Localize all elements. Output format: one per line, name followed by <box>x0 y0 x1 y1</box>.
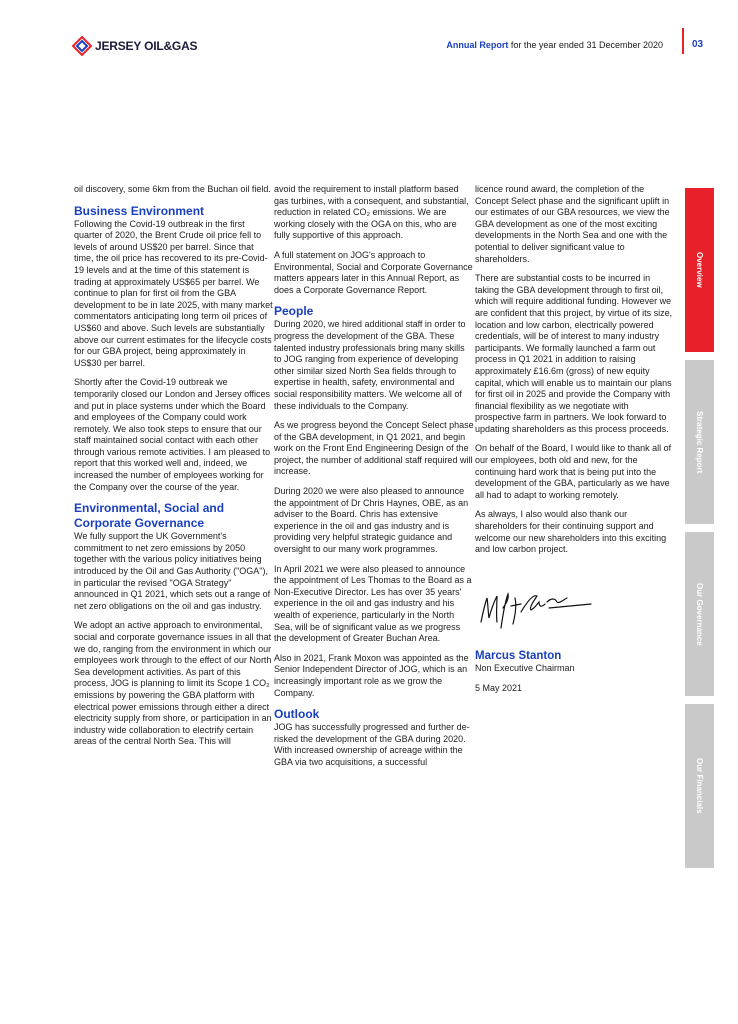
tab-strategic-report[interactable] <box>685 360 714 524</box>
section-heading-esg: Environmental, Social and Corporate Governance <box>74 501 225 531</box>
paragraph: As we progress beyond the Concept Select phase of the GBA development, in Q1 2021, and begin work on the Front End Engineering Design of the project, the number of additional staff required will increase. <box>274 420 474 477</box>
paragraph: Shortly after the Covid-19 outbreak we temporarily closed our London and Jersey offices and put in place systems under which the Board and employees of the Company could work remotely. We also took steps to ensure that our staff maintained social contact with each other through various remote activities. I am pleased to report that this worked well and, indeed, we increased the number of employees working for the Company over the course of the year. <box>74 377 271 492</box>
page-number: 03 <box>692 39 704 50</box>
tab-label: Our Governance <box>695 582 704 646</box>
report-title-rest: for the year ended 31 December 2020 <box>508 40 663 50</box>
section-heading-people: People <box>274 304 314 319</box>
text-column-1 <box>74 184 274 756</box>
paragraph: During 2020, we hired additional staff in order to progress the development of the GBA. These talented industry professionals bring many skills to JOG ranging from experience of developing other similar sized North Sea fields through to expertise in health, safety, environmental and social responsibility matters. We welcome all of these individuals to the Company. <box>274 319 466 411</box>
tab-our-financials[interactable] <box>685 704 714 868</box>
paragraph: We adopt an active approach to environmental, social and corporate governance issues in all that we do, ranging from the environment in which our employees work through to the effect of our North Sea development activities. As part of this process, JOG is planning to limit its Scope 1 CO₂ emissions by powering the GBA platform with electrical power emissions through either a direct electricity supply from shore, or participation in an industry wide collaboration to electrify certain areas of the central North Sea. This will <box>74 620 272 747</box>
paragraph: Also in 2021, Frank Moxon was appointed as the Senior Independent Director of JOG, which is an increasingly important role as we grow the Company. <box>274 652 469 698</box>
paragraph: On behalf of the Board, I would like to thank all of our employees, both old and new, for the continuing hard work that is being put into the development of the GBA, particularly as we have all had to adapt to working remotely. <box>475 443 672 500</box>
tab-our-governance[interactable] <box>685 532 714 696</box>
logo-text: JERSEY OIL&GAS <box>95 39 198 53</box>
paragraph: Following the Covid-19 outbreak in the first quarter of 2020, the Brent Crude oil price fell to levels of around US$20 per barrel. Since that time, the oil price has recovered to its pre-Covid-19 levels and at the time of this statement is trading at approximately US$65 per barrel. We continue to plan for first oil from the GBA development to be in late 2025, with many market commentators anticipating long term oil prices of US$60 and above. Such levels are substantially above our current estimates for the lifecycle costs for our GBA project, being approximately in US$30 per barrel. <box>74 218 273 368</box>
tab-label: Overview <box>695 252 704 288</box>
paragraph: As always, I also would also thank our shareholders for their continuing support and welcome our new shareholders into this exciting and low carbon project. <box>475 509 667 555</box>
tab-label: Our Financials <box>695 758 704 814</box>
company-logo <box>72 36 197 56</box>
paragraph: licence round award, the completion of the Concept Select phase and the significant uplift in our estimates of our GBA resources, we view the GBA development as one of the most exciting developments in the North Sea and one with the potential to deliver significant value to shareholders. <box>475 184 670 264</box>
diamond-logo-icon <box>72 36 92 56</box>
paragraph: JOG has successfully progressed and further de-risked the development of the GBA during 2020. With increased ownership of acreage within the GBA via two acquisitions, a successful <box>274 722 470 767</box>
signer-title: Non Executive Chairman <box>475 663 575 674</box>
signature-image <box>475 584 595 632</box>
paragraph: A full statement on JOG's approach to Environmental, Social and Corporate Governance matters appears later in this Annual Report, as does a Corporate Governance Report. <box>274 249 473 295</box>
page-header <box>0 0 738 70</box>
paragraph: During 2020 we were also pleased to announce the appointment of Dr Chris Haynes, OBE, as an adviser to the Board. Chris has extensive experience in the oil and gas industry and is providing very helpful strategic guidance and oversight to our many work programmes. <box>274 486 469 555</box>
header-divider <box>682 28 684 54</box>
signer-name: Marcus Stanton <box>475 650 562 663</box>
paragraph: In April 2021 we were also pleased to announce the appointment of Les Thomas to the Board as a Non-Executive Director. Les has over 35 years' experience in the oil and gas industry and his wealth of experience, particularly in the North Sea, will be of significant value as we progress the development of Greater Buchan Area. <box>274 563 472 644</box>
report-title-bold: Annual Report <box>446 40 509 50</box>
section-heading-outlook: Outlook <box>274 707 320 722</box>
paragraph: We fully support the UK Government's commitment to net zero emissions by 2050 together with the various policy initiatives being introduced by the Oil and Gas Authority ("OGA"), in particular the revised "OGA Strategy" announced in Q1 2021, which sets out a range of net zero obligations on the oil and gas industry. <box>74 531 271 611</box>
tab-overview[interactable] <box>685 188 714 352</box>
paragraph: There are substantial costs to be incurred in taking the GBA development through to first oil, which will require additional funding. However we are confident that this project, by virtue of its size, location and low carbon, electrically powered credentials, will be of interest to many industry participants. We formally launched a farm out process in Q1 2021 in addition to raising approximately £16.6m (gross) of new equity capital, which will enable us to maintain our plans for first oil in 2025 and provide the Company with financial flexibility as we negotiate with prospective farm in partners. We look forward to updating shareholders as this process proceeds. <box>475 273 673 434</box>
section-heading-business-environment: Business Environment <box>74 203 205 218</box>
tab-label: Strategic Report <box>695 410 704 474</box>
report-title <box>446 40 663 50</box>
paragraph: oil discovery, some 6km from the Buchan oil field. <box>74 184 271 194</box>
paragraph: avoid the requirement to install platform based gas turbines, with a consequent, and substantial, reduction in related CO₂ emissions. We are working closely with the OGA on this, who are fully supportive of this approach. <box>274 184 469 241</box>
text-column-3 <box>475 184 675 703</box>
text-column-2 <box>274 184 474 777</box>
signer-date: 5 May 2021 <box>475 683 523 693</box>
